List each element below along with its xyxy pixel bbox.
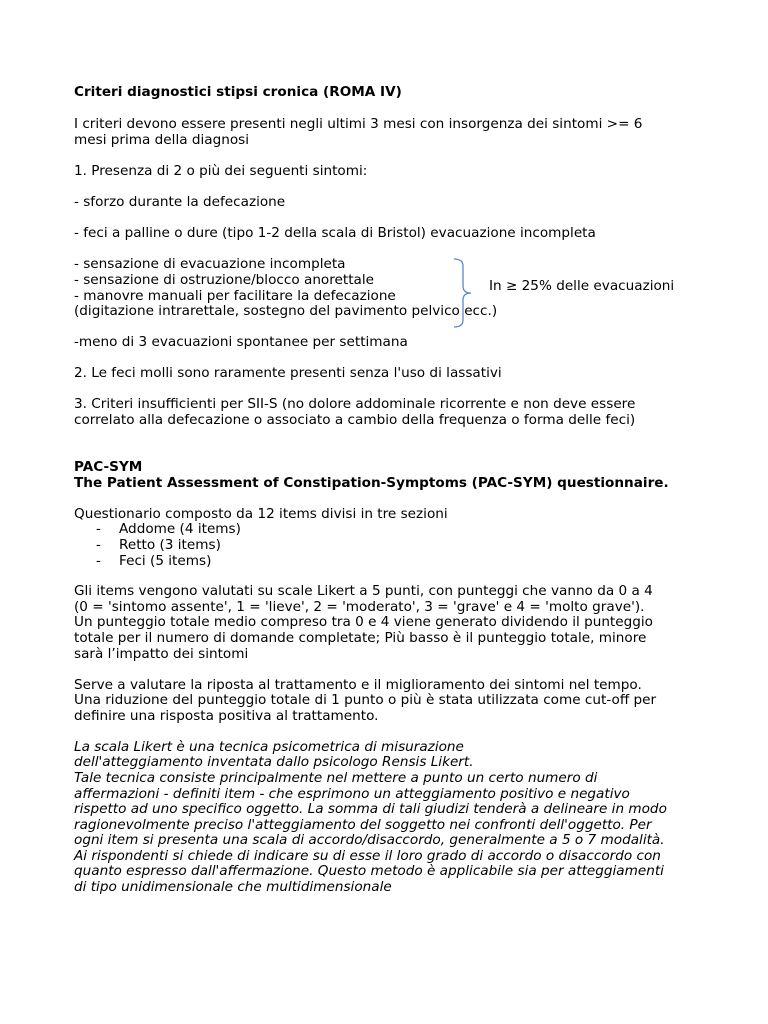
- list-item: [74, 537, 374, 553]
- list-item: [74, 521, 374, 537]
- usage-line-1: Serve a valutare la riposta al trattamento e il miglioramento dei sintomi nel tempo.: [74, 677, 642, 693]
- scoring-line-2: (0 = 'sintomo assente', 1 = 'lieve', 2 = 'moderato', 3 = 'grave' e 4 = 'molto grave').: [74, 599, 645, 615]
- questionnaire-intro: Questionario composto da 12 items divisi in tre sezioni: [74, 506, 448, 522]
- likert-line-3: Tale tecnica consiste principalmente nel mettere a punto un certo numero di: [74, 770, 598, 786]
- scoring-line-5: sarà l’impatto dei sintomi: [74, 646, 249, 662]
- symptom-strain: - sforzo durante la defecazione: [74, 194, 286, 210]
- scoring-line-3: Un punteggio totale medio compreso tra 0 e 4 viene generato dividendo il punteggio: [74, 614, 653, 630]
- list-item: [74, 553, 374, 569]
- likert-line-10: di tipo unidimensionale che multidimensionale: [74, 879, 392, 895]
- symptom-frequency: -meno di 3 evacuazioni spontanee per settimana: [74, 334, 408, 350]
- grouped-symptom-2: - sensazione di ostruzione/blocco anorettale: [74, 272, 375, 288]
- scoring-line-1: Gli items vengono valutati su scale Likert a 5 punti, con punteggi che vanno da 0 a 4: [74, 583, 653, 599]
- likert-line-8: Ai rispondenti si chiede di indicare su di esse il loro grado di accordo o disaccordo con: [74, 848, 661, 864]
- criterion-2: 2. Le feci molli sono raramente presenti senza l'uso di lassativi: [74, 365, 502, 381]
- grouped-symptom-3: - manovre manuali per facilitare la defecazione: [74, 288, 396, 304]
- likert-line-2: dell'atteggiamento inventata dallo psicologo Rensis Likert.: [74, 754, 474, 770]
- right-brace-icon: [452, 258, 472, 328]
- likert-line-5: rispetto ad uno specifico oggetto. La somma di tali giudizi tenderà a delineare in modo: [74, 801, 667, 817]
- criterion-3-line-1: 3. Criteri insufficienti per SII-S (no dolore addominale ricorrente e non deve essere: [74, 396, 636, 412]
- likert-line-1: La scala Likert è una tecnica psicometrica di misurazione: [74, 739, 464, 755]
- criterion-3-line-2: correlato alla defecazione o associato a cambio della frequenza o forma delle feci): [74, 412, 636, 428]
- symptom-hard-stool: - feci a palline o dure (tipo 1-2 della scala di Bristol) evacuazione incompleta: [74, 225, 596, 241]
- criterion-1: 1. Presenza di 2 o più dei seguenti sintomi:: [74, 163, 368, 179]
- likert-line-9: quanto espresso dall'affermazione. Questo metodo è applicabile sia per atteggiamenti: [74, 863, 664, 879]
- grouped-symptom-1: - sensazione di evacuazione incompleta: [74, 256, 346, 272]
- section-label: Feci (5 items): [119, 553, 212, 569]
- list-dash: -: [96, 553, 101, 569]
- intro-line-1: I criteri devono essere presenti negli ultimi 3 mesi con insorgenza dei sintomi >= 6: [74, 116, 643, 132]
- brace-label: In ≥ 25% delle evacuazioni: [489, 278, 675, 294]
- usage-line-2: Una riduzione del punteggio totale di 1 punto o più è stata utilizzata come cut-off per: [74, 692, 657, 708]
- likert-line-7: ogni item si presenta una scala di accordo/disaccordo, generalmente a 5 o 7 modalità.: [74, 832, 665, 848]
- section-label: Retto (3 items): [119, 537, 221, 553]
- section-label: Addome (4 items): [119, 521, 241, 537]
- grouped-symptom-4: (digitazione intrarettale, sostegno del pavimento pelvico ecc.): [74, 303, 498, 319]
- pacsym-heading: PAC-SYM: [74, 459, 143, 475]
- page-title: Criteri diagnostici stipsi cronica (ROMA IV): [74, 84, 402, 100]
- pacsym-subheading: The Patient Assessment of Constipation-Symptoms (PAC-SYM) questionnaire.: [74, 475, 669, 491]
- list-dash: -: [96, 537, 101, 553]
- intro-line-2: mesi prima della diagnosi: [74, 132, 250, 148]
- likert-line-6: ragionevolmente preciso l'atteggiamento del soggetto nei confronti dell'oggetto. Per: [74, 817, 652, 833]
- scoring-line-4: totale per il numero di domande completate; Più basso è il punteggio totale, minore: [74, 630, 647, 646]
- likert-line-4: affermazioni - definiti item - che esprimono un atteggiamento positivo e negativo: [74, 786, 630, 802]
- usage-line-3: definire una risposta positiva al trattamento.: [74, 708, 379, 724]
- list-dash: -: [96, 521, 101, 537]
